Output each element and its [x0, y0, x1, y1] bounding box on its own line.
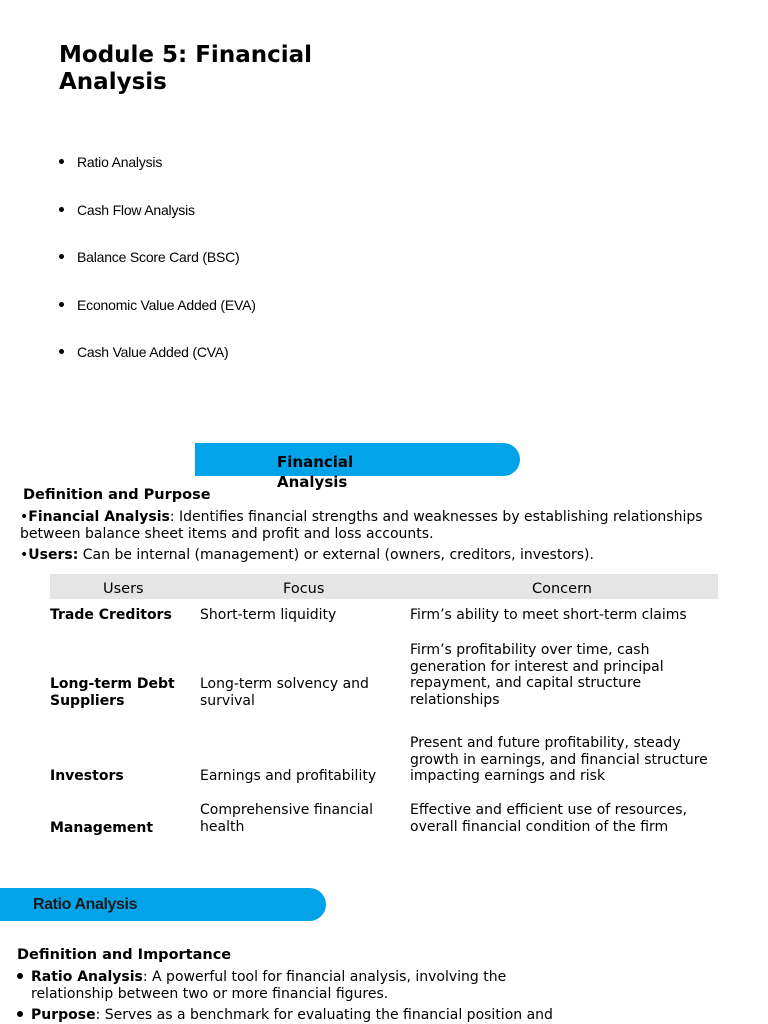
definition-paragraph [20, 509, 750, 543]
table-cell-users: Investors [50, 768, 124, 784]
bullet-icon [17, 1011, 23, 1017]
list-item [59, 247, 256, 295]
list-item-label: Cash Flow Analysis [77, 201, 195, 218]
table-cell-focus: Comprehensive financial health [200, 802, 374, 835]
list-item-label: Cash Value Added (CVA) [77, 344, 229, 360]
bullet-icon [59, 302, 64, 307]
table-cell-users: Long-term Debt Suppliers [50, 676, 175, 709]
table-cell-focus: Earnings and profitability [200, 768, 377, 784]
page-title: Module 5: Financial Analysis [59, 42, 313, 95]
list-item [59, 342, 256, 390]
term: Purpose [31, 1007, 96, 1023]
bullet-char: • [20, 509, 29, 525]
users-paragraph [20, 547, 750, 564]
bullet-icon [59, 159, 64, 164]
term-description: Can be internal (management) or external (owners, creditors, investors). [78, 547, 594, 563]
table-cell-users: Management [50, 820, 154, 836]
list-item [59, 295, 256, 343]
column-header-users: Users [103, 581, 144, 597]
table-cell-focus: Short-term liquidity [200, 607, 337, 623]
bullet-char: • [20, 547, 29, 563]
section-heading: Definition and Purpose [23, 487, 211, 503]
section-banner-title: Ratio Analysis [33, 896, 138, 913]
table-cell-concern: Present and future profitability, steady growth in earnings, and financial structure impacting earnings and risk [410, 735, 708, 784]
list-item-label: Balance Score Card (BSC) [77, 249, 240, 265]
table-cell-focus: Long-term solvency and survival [200, 676, 369, 709]
term-description: : Serves as a benchmark for evaluating the financial position and [95, 1007, 553, 1023]
term-description: : A powerful tool for financial analysis, involving the relationship between two or more financial figures. [31, 969, 507, 1002]
bullet-icon [59, 254, 64, 259]
table-cell-concern: Firm’s profitability over time, cash generation for interest and principal repayment, and capital structure relationships [410, 642, 664, 708]
column-header-concern: Concern [532, 581, 592, 597]
section-banner-title: Financial Analysis [277, 453, 354, 491]
table-header [50, 574, 718, 599]
term: Users: [28, 547, 79, 563]
term: Ratio Analysis [31, 969, 143, 985]
column-header-focus: Focus [283, 581, 325, 597]
list-item-label: Ratio Analysis [77, 154, 163, 170]
table-cell-concern: Effective and efficient use of resources, overall financial condition of the firm [410, 802, 687, 835]
contents-list [59, 152, 256, 390]
list-item-label: Economic Value Added (EVA) [77, 296, 256, 313]
table-cell-users: Trade Creditors [50, 607, 172, 623]
list-item [31, 969, 561, 1003]
bullet-icon [59, 349, 64, 354]
bullet-icon [59, 207, 64, 212]
section-heading: Definition and Importance [17, 947, 232, 963]
list-item [59, 152, 256, 200]
table-cell-concern: Firm’s ability to meet short-term claims [410, 607, 687, 623]
term-description: : Identifies financial strengths and weaknesses by establishing relationships between balance sheet items and profit and loss accounts. [20, 509, 703, 542]
term: Financial Analysis [28, 509, 170, 525]
list-item [59, 200, 256, 248]
bullet-icon [17, 973, 23, 979]
list-item [31, 1007, 591, 1024]
